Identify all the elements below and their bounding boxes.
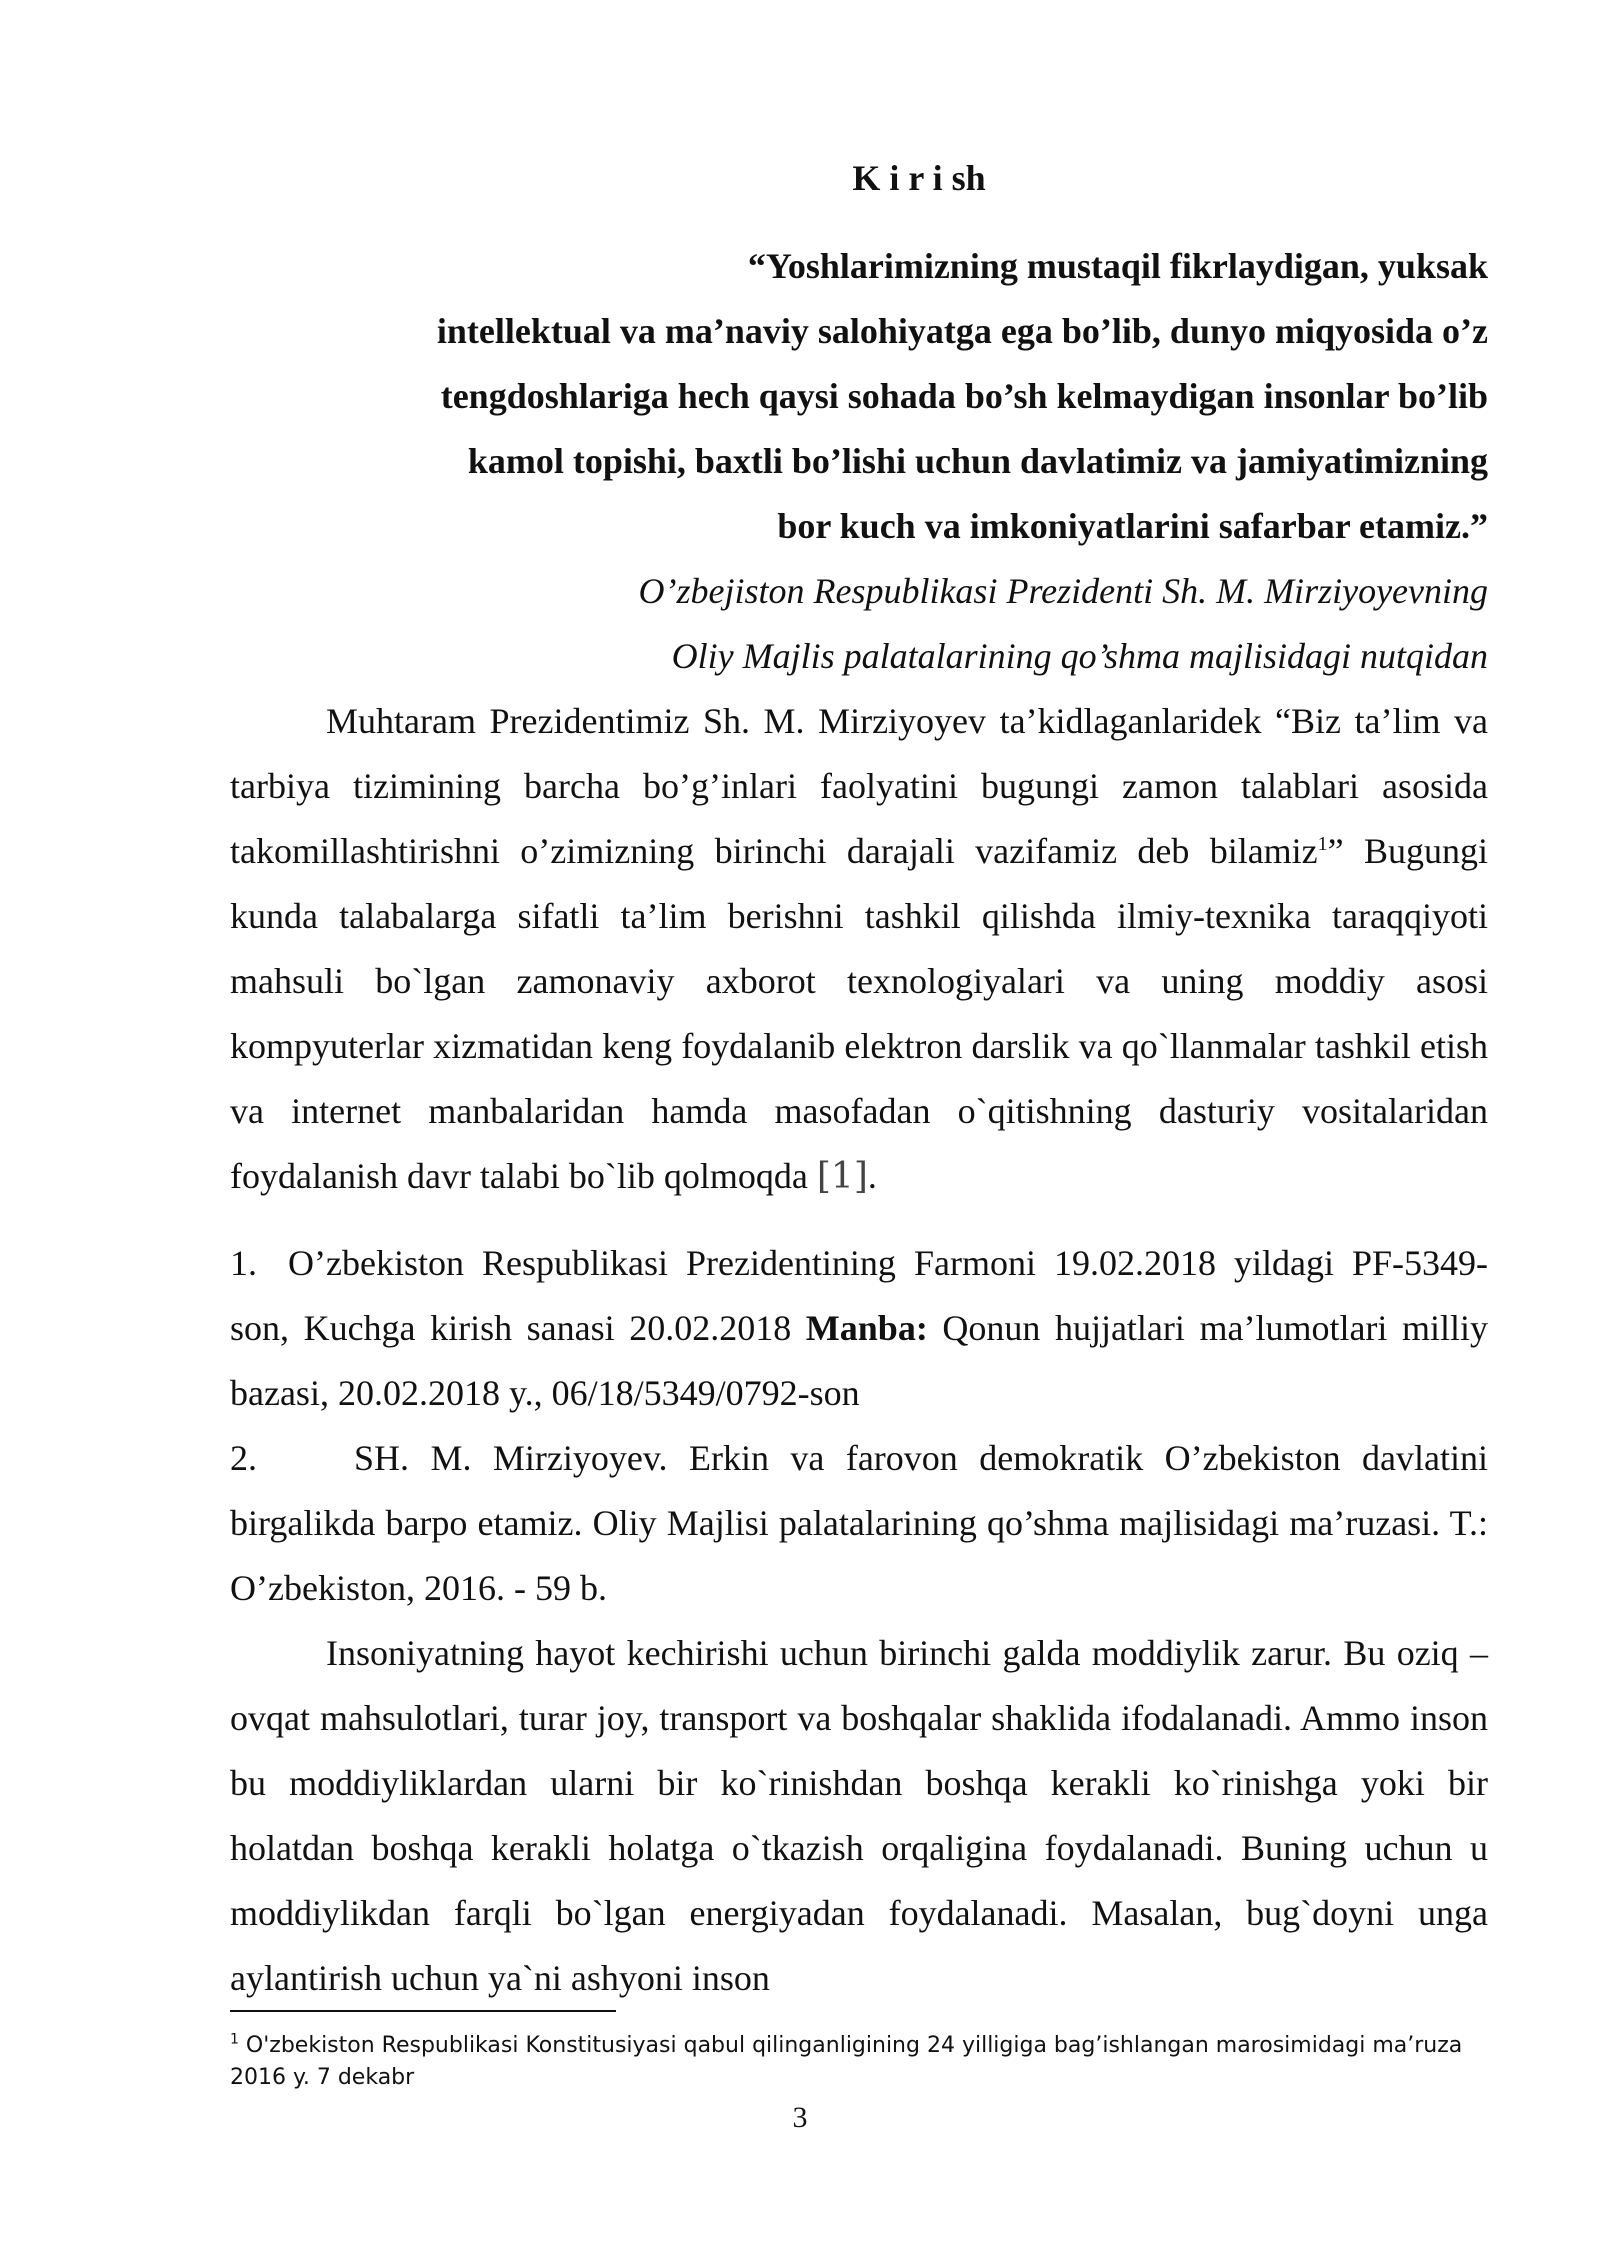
section-title: K i r i sh xyxy=(852,158,986,198)
reference-number: 2. xyxy=(230,1438,257,1478)
footnote-marker: 1 xyxy=(1317,833,1328,855)
footnote xyxy=(230,2030,1488,2094)
epigraph-line: kamol topishi, baxtli bo’lishi uchun davlatimiz va jamiyatimizning xyxy=(467,441,1488,481)
page-content xyxy=(230,148,1488,2011)
epigraph-source-line: O’zbejiston Respublikasi Prezidenti Sh. M. Mirziyoyevning xyxy=(638,571,1488,611)
epigraph-line: intellektual va ma’naviy salohiyatga ega bo’lib, dunyo miqyosida o’z xyxy=(436,311,1488,351)
footnote-number: 1 xyxy=(230,2031,239,2048)
citation-reference: [1] xyxy=(816,1156,868,1197)
reference-item xyxy=(230,1426,1488,1621)
epigraph-line: tengdoshlariga hech qaysi sohada bo’sh kelmaydigan insonlar bo’lib xyxy=(440,376,1488,416)
epigraph-line: bor kuch va imkoniyatlarini safarbar etamiz.” xyxy=(777,506,1488,546)
footnote-text: O'zbekiston Respublikasi Konstitusiyasi qabul qilinganligining 24 yilligiga bag’ishlangan marosimidagi ma’ruza 2016 y. 7 dekabr xyxy=(230,2033,1463,2090)
reference-number: 1. xyxy=(230,1243,257,1283)
reference-text: O’zbekiston Respublikasi Prezidentining Farmoni 19.02.2018 yildagi PF-5349-son, Kuchga kirish sanasi 20.02.2018 xyxy=(230,1243,1488,1348)
reference-text: SH. M. Mirziyoyev. Erkin va farovon demokratik O’zbekiston davlatini birgalikda barpo etamiz. Oliy Majlisi palatalarining qo’shma majlisidagi ma’ruzasi. T.: O’zbekiston, 2016. - 59 b. xyxy=(230,1438,1488,1608)
epigraph-line: “Yoshlarimizning mustaqil fikrlaydigan, yuksak xyxy=(747,246,1488,286)
paragraph-end: . xyxy=(867,1156,877,1196)
reference-item xyxy=(230,1231,1488,1426)
paragraph-text: Muhtaram Prezidentimiz Sh. M. Mirziyoyev ta’kidlaganlaridek “Biz ta’lim va tarbiya tizimining barcha bo’g’inlari faolyatini bugungi zamon talablari asosida takomillashtirishni o’zimizning birinchi darajali vazifamiz deb bilamiz xyxy=(230,701,1488,871)
body-paragraph xyxy=(230,689,1488,1209)
reference-bold-label: Manba: xyxy=(805,1308,928,1348)
reference-text: Qonun hujjatlari ma’lumotlari milliy bazasi, 20.02.2018 y., 06/18/5349/0792-son xyxy=(230,1308,1488,1413)
reference-list xyxy=(230,1231,1488,1621)
footnote-separator xyxy=(230,2010,616,2012)
body-paragraph: Insoniyatning hayot kechirishi uchun birinchi galda moddiylik zarur. Bu oziq – ovqat mahsulotlari, turar joy, transport va boshqalar shaklida ifodalanadi. Ammo inson bu moddiyliklardan ularni bir ko`rinishdan boshqa kerakli ko`rinishga yoki bir holatdan boshqa kerakli holatga o`tkazish orqaligina foydalanadi. Buning uchun u moddiylikdan farqli bo`lgan energiyadan foydalanadi. Masalan, bug`doyni unga aylantirish uchun ya`ni ashyoni inson xyxy=(230,1633,1488,1998)
epigraph-source-line: Oliy Majlis palatalarining qo’shma majlisidagi nutqidan xyxy=(671,636,1488,676)
page-number: 3 xyxy=(792,2101,808,2134)
paragraph-text: ” Bugungi kunda talabalarga sifatli ta’lim berishni tashkil qilishda ilmiy-texnika taraqqiyoti mahsuli bo`lgan zamonaviy axborot texnologiyalari va uning moddiy asosi kompyuterlar xizmatidan keng foydalanib elektron darslik va qo`llanmalar tashkil etish va internet manbalaridan hamda masofadan o`qitishning dasturiy vositalaridan foydalanish davr talabi bo`lib qolmoqda xyxy=(230,831,1488,1196)
epigraph-quote xyxy=(230,234,1488,559)
